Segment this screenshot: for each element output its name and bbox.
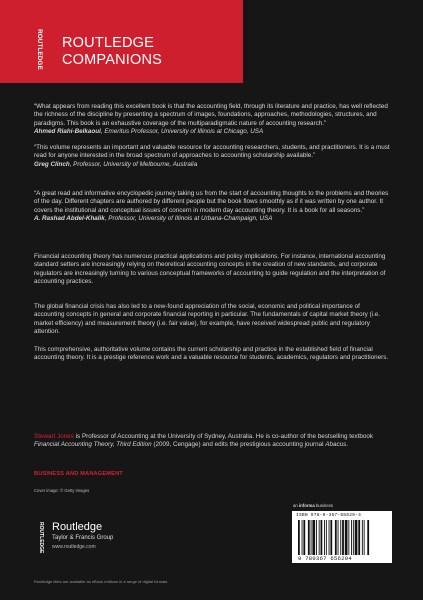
publisher-name: Routledge xyxy=(52,521,103,533)
barcode-bar xyxy=(353,520,354,555)
author-bio xyxy=(34,433,392,450)
barcode-bar xyxy=(321,520,323,555)
informa-tagline xyxy=(293,503,333,508)
endorsement-quote xyxy=(34,190,392,223)
svg-text:ROUTLEDGE: ROUTLEDGE xyxy=(38,522,44,554)
informa-suffix: business xyxy=(314,503,333,508)
endorsement-quote xyxy=(34,144,392,169)
quote-author: A. Rashad Abdel-Khalik xyxy=(34,214,105,222)
barcode-bar xyxy=(345,520,348,555)
barcode-bar xyxy=(340,520,341,555)
quote-author: Greg Clinch xyxy=(34,160,70,168)
publisher-group: Taylor & Francis Group xyxy=(52,535,114,541)
svg-text:ROUTLEDGE: ROUTLEDGE xyxy=(36,29,43,70)
publisher-url[interactable]: www.routledge.com xyxy=(52,544,96,550)
quote-affiliation: , Professor, University of Illinois at Urbana-Champaign, USA xyxy=(104,214,273,222)
series-name-line1: ROUTLEDGE xyxy=(62,35,155,51)
informa-prefix: an xyxy=(293,503,299,508)
ebook-note: Routledge titles are available as eBook editions in a range of digital formats xyxy=(34,579,168,584)
barcode-bar xyxy=(330,520,332,555)
barcode-bar xyxy=(311,520,312,555)
barcode-bar xyxy=(355,520,358,555)
barcode-bar xyxy=(302,520,303,555)
barcode-bar xyxy=(324,520,325,555)
quote-affiliation: , Professor, University of Melbourne, Australia xyxy=(69,160,198,168)
quote-text: “What appears from reading this excellent book is that the accounting field, through its literature and practice, has well reflected the richness of the discipline by presenting a spectrum of images, foundations, approaches, methodologies, structures, and paradigms. This book is an exhaustive coverage of the multiparadigmatic nature of accounting research.” xyxy=(34,103,388,127)
barcode-bar xyxy=(303,520,305,555)
quote-affiliation: , Emeritus Professor, University of Illinois at Chicago, USA xyxy=(100,127,264,135)
barcode-bar xyxy=(335,520,337,555)
cover-credit: Cover image: © Getty Images xyxy=(34,488,90,493)
barcode-bar xyxy=(326,520,327,555)
series-name-line2: COMPANIONS xyxy=(62,52,163,68)
barcode-icon xyxy=(296,520,388,555)
barcode-bar xyxy=(298,520,300,555)
barcode-bar xyxy=(338,520,339,555)
author-journal: Abacus xyxy=(325,441,347,449)
barcode-bar xyxy=(329,520,330,555)
informa-brand: informa xyxy=(298,503,315,508)
description-paragraph: This comprehensive, authoritative volume contains the current scholarship and practice in the established field of financial accounting theory. It is a prestige reference work and a valuable resource for students, academics, regulators and practitioners. xyxy=(34,346,389,362)
quote-text: “A great read and informative encyclopedic journey taking us from the start of accounting thoughts to the problems and theories of the day. Different chapters are authored by different people but the book flows smoothly as if it was written by one author. It covers the institutional and conceptual issues of concern in modern day accounting theory. It is a book for all seasons.” xyxy=(34,190,389,214)
author-bio-text: . xyxy=(346,441,349,449)
author-bio-text: is Professor of Accounting at the University of Sydney, Australia. He is co-author of the bestselling textbook xyxy=(73,433,374,440)
author-name: Stewart Jones xyxy=(34,433,74,440)
publisher-logo-icon xyxy=(34,521,46,557)
isbn-label: ISBN 978-0-367-65629-4 xyxy=(296,513,362,518)
barcode-bar xyxy=(316,520,317,555)
description-paragraph: The global financial crisis has also led to a new-found appreciation of the social, economic and political importance of accounting concepts in general and corporate financial reporting in particular. The fundamentals of capital market theory (i.e. market efficiency) and measurement theory (i.e. fair value), for example, have received widespread public and regulatory attention. xyxy=(34,303,381,335)
barcode-bar xyxy=(362,520,363,555)
author-bio-text: (2009, Cengage) and edits the prestigious accounting journal xyxy=(151,441,326,449)
quote-text: “This volume represents an important and valuable resource for accounting researchers, students, and practitioners. It is a must read for anyone interested in the broad spectrum of approaches to accounting scholarship available.” xyxy=(34,144,390,160)
barcode-bar xyxy=(348,520,349,555)
barcode-bar xyxy=(351,520,352,555)
quote-author: Ahmed Riahi-Belkaoui xyxy=(34,127,101,135)
routledge-logo-icon xyxy=(30,27,46,77)
subject-category: BUSINESS AND MANAGEMENT xyxy=(34,471,123,477)
description-paragraph: Financial accounting theory has numerous practical applications and policy implications. For instance, international accounting standard setters are increasingly relying on theoretical accounting concepts in the creation of new standards, and corporate regulators are increasingly turning to various conceptual frameworks of accounting to guide regulation and the interpretation of accounting practices. xyxy=(34,253,386,285)
barcode-bar xyxy=(312,520,315,555)
barcode-bar xyxy=(358,520,360,555)
endorsement-quote xyxy=(34,103,392,136)
author-book-title: Financial Accounting Theory, Third Edition xyxy=(34,441,152,449)
barcode-bar xyxy=(364,520,365,555)
barcode-bar xyxy=(367,520,369,555)
barcode-bar xyxy=(308,520,310,555)
barcode-bar xyxy=(319,520,320,555)
barcode-number: 9 780367 656294 xyxy=(298,555,353,562)
barcode-bar xyxy=(342,520,344,555)
